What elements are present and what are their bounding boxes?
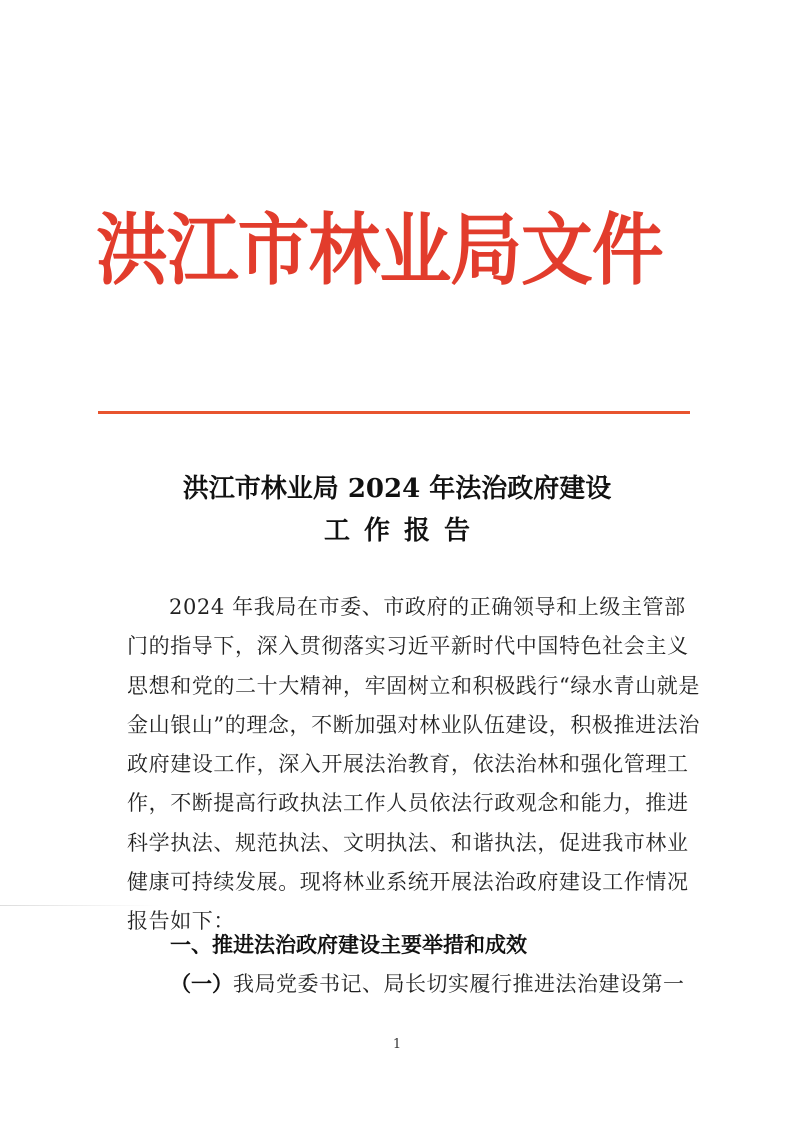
issuing-authority-header: 洪江市林业局文件 [96, 205, 663, 296]
report-title-line-1: 洪江市林业局 2024 年法治政府建设 [182, 474, 612, 504]
section-heading-1: 一、推进法治政府建设主要举措和成效 [170, 932, 527, 957]
intro-paragraph: 2024 年我局在市委、市政府的正确领导和上级主管部门的指导下，深入贯彻落实习近平新时代中国特色社会主义思想和党的二十大精神，牢固树立和积极践行“绿水青山就是金山银山”的理念，不断加强对林业队伍建设，积极推进法治政府建设工作，深入开展法治教育，依法治林和强化管理工作，不断提高行政执法工作人员依法行政观念和能力，推进科学执法、规范执法、文明执法、和谐执法，促进我市林业健康可持续发展。现将林业系统开展法治政府建设工作情况报告如下： [127, 595, 700, 934]
subsection-number: （一） [170, 971, 233, 996]
subsection-1 [170, 968, 685, 998]
page-number: 1 [392, 1037, 402, 1052]
report-body [127, 588, 707, 942]
subsection-text: 我局党委书记、局长切实履行推进法治建设第一 [233, 972, 685, 996]
scan-artifact [0, 905, 160, 906]
report-title-line-2: 工作报告 [323, 516, 484, 546]
red-separator-rule [98, 411, 690, 414]
